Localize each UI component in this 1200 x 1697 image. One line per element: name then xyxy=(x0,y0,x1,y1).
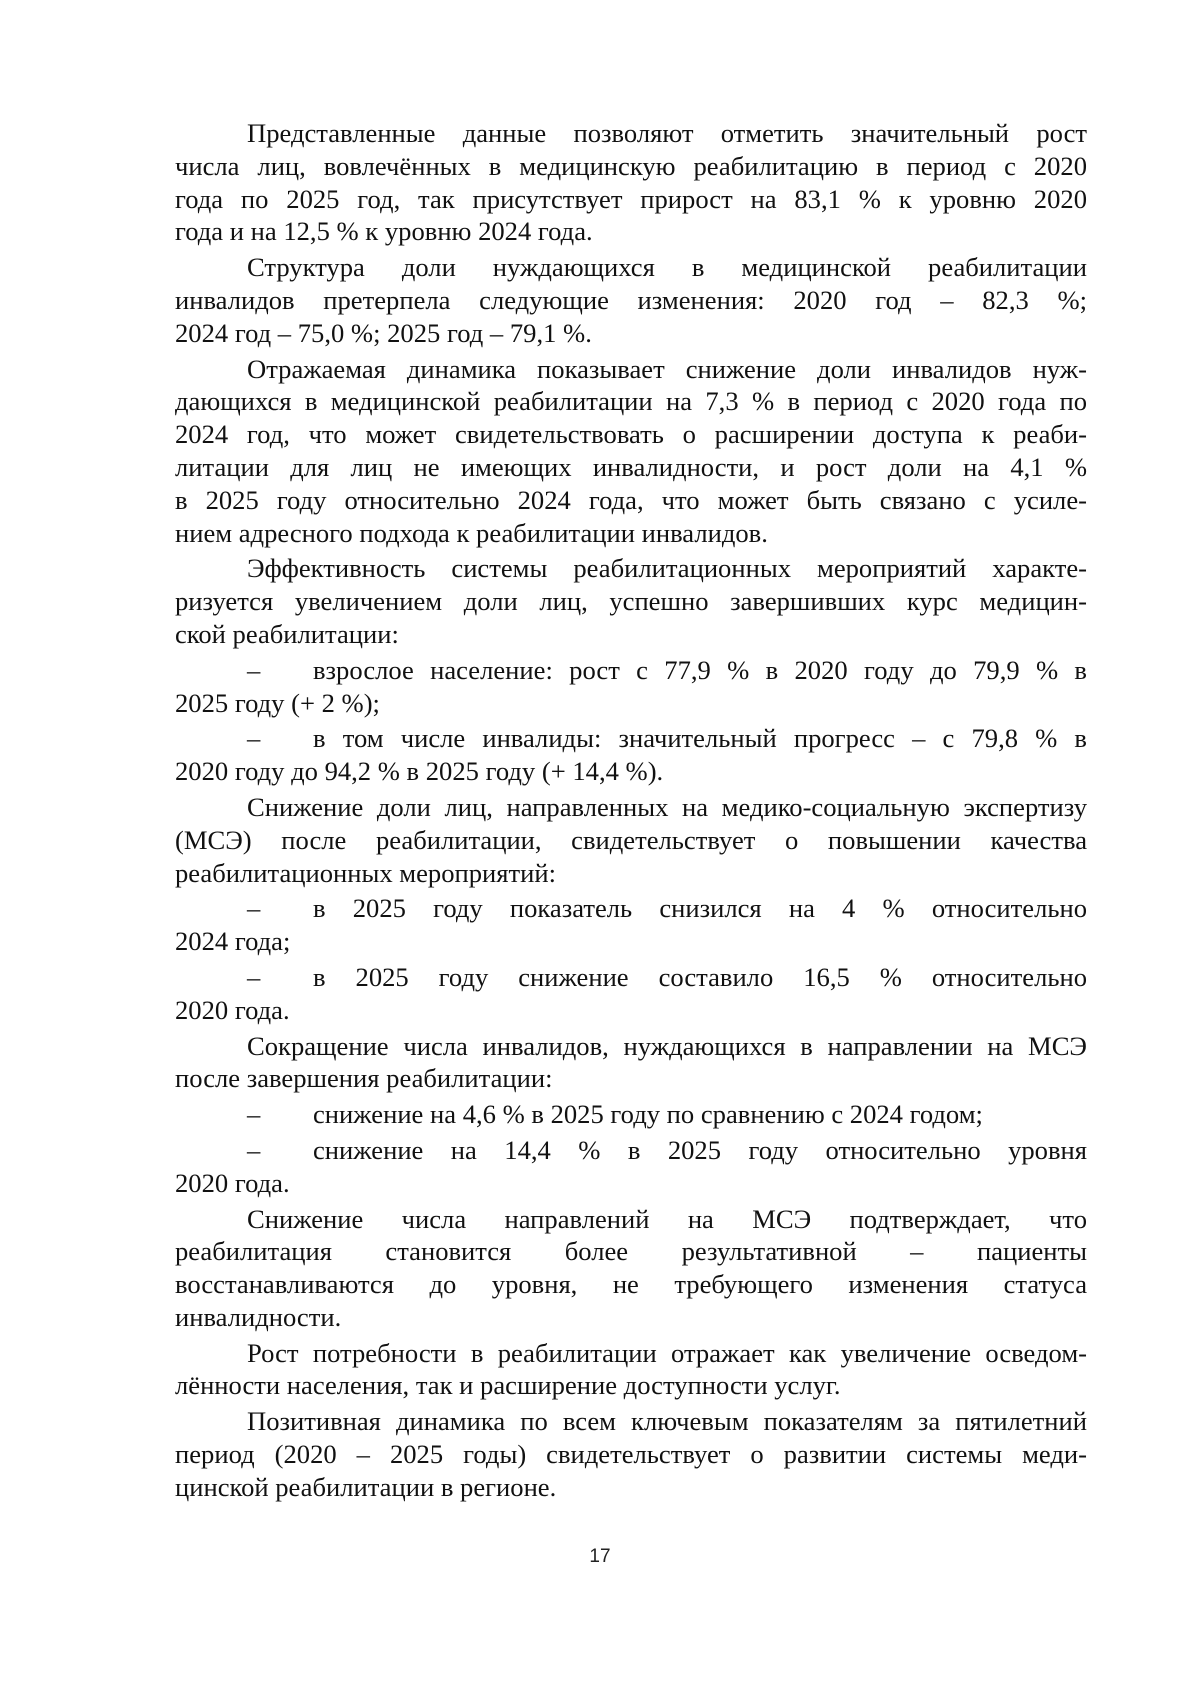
paragraph xyxy=(175,353,1087,550)
text-line: 2024 год, что может свидетельствовать о расширении доступа к реаби- xyxy=(175,419,1087,450)
text-line xyxy=(175,1134,1087,1167)
text-line: (МСЭ) после реабилитации, свидетельствует о повышении качества xyxy=(175,824,1087,855)
list-dash: – xyxy=(247,654,261,685)
text-line-content: снижение на 4,6 % в 2025 году по сравнению с 2024 годом; xyxy=(313,1099,983,1130)
text-line xyxy=(175,654,1087,687)
list-dash: – xyxy=(247,1099,261,1130)
text-line-content: в 2025 году снижение составило 16,5 % относительно xyxy=(313,961,1087,992)
paragraph xyxy=(175,117,1087,248)
text-line xyxy=(175,722,1087,755)
list-item xyxy=(175,1134,1087,1200)
text-line: 2024 год – 75,0 %; 2025 год – 79,1 %. xyxy=(175,317,592,348)
text-line: ризуется увеличением доли лиц, успешно завершивших курс медицин- xyxy=(175,586,1087,617)
text-line-content: снижение на 14,4 % в 2025 году относительно уровня xyxy=(313,1134,1087,1165)
text-line: числа лиц, вовлечённых в медицинскую реабилитацию в период с 2020 xyxy=(175,150,1087,181)
text-line: инвалидов претерпела следующие изменения: 2020 год – 82,3 %; xyxy=(175,284,1087,315)
text-line: дающихся в медицинской реабилитации на 7,3 % в период с 2020 года по xyxy=(175,386,1087,417)
list-item xyxy=(175,654,1087,720)
text-line: восстанавливаются до уровня, не требующего изменения статуса xyxy=(175,1269,1087,1300)
text-line: Отражаемая динамика показывает снижение доли инвалидов нуж- xyxy=(247,353,1087,384)
list-item xyxy=(175,1098,1087,1131)
list-dash: – xyxy=(247,961,261,992)
text-line-content: взрослое население: рост с 77,9 % в 2020 году до 79,9 % в xyxy=(313,654,1087,685)
text-line: Рост потребности в реабилитации отражает как увеличение осведом- xyxy=(247,1337,1087,1368)
list-item xyxy=(175,722,1087,788)
paragraph xyxy=(175,552,1087,650)
list-item xyxy=(175,961,1087,1027)
text-line: Снижение доли лиц, направленных на медико-социальную экспертизу xyxy=(247,791,1087,822)
text-line: Эффективность системы реабилитационных мероприятий характе- xyxy=(247,553,1087,584)
paragraph xyxy=(175,1030,1087,1096)
text-line: 2020 года. xyxy=(175,994,290,1025)
text-line-content: в том числе инвалиды: значительный прогресс – с 79,8 % в xyxy=(313,723,1087,754)
page-number: 17 xyxy=(589,1546,611,1567)
list-dash: – xyxy=(247,893,261,924)
text-line: Представленные данные позволяют отметить значительный рост xyxy=(247,118,1087,148)
paragraph xyxy=(175,1203,1087,1334)
paragraph xyxy=(175,1405,1087,1503)
text-line xyxy=(175,1098,1087,1131)
text-line: Снижение числа направлений на МСЭ подтверждает, что xyxy=(247,1203,1087,1234)
text-line: года и на 12,5 % к уровню 2024 года. xyxy=(175,216,593,247)
text-line: Позитивная динамика по всем ключевым показателям за пятилетний xyxy=(247,1406,1087,1437)
text-line: литации для лиц не имеющих инвалидности, и рост доли на 4,1 % xyxy=(175,451,1087,482)
text-line-content: в 2025 году показатель снизился на 4 % относительно xyxy=(313,893,1087,924)
text-line: инвалидности. xyxy=(175,1301,342,1332)
text-line: 2025 году (+ 2 %); xyxy=(175,687,380,718)
text-line: Структура доли нуждающихся в медицинской реабилитации xyxy=(247,252,1087,283)
text-line xyxy=(175,961,1087,994)
text-line: реабилитация становится более результативной – пациенты xyxy=(175,1236,1087,1267)
text-line: 2020 года. xyxy=(175,1167,290,1198)
text-line xyxy=(175,892,1087,925)
list-dash: – xyxy=(247,1134,261,1165)
text-line: ской реабилитации: xyxy=(175,618,399,649)
text-line: в 2025 году относительно 2024 года, что может быть связано с усиле- xyxy=(175,484,1087,515)
text-line: нием адресного подхода к реабилитации инвалидов. xyxy=(175,517,768,548)
paragraph xyxy=(175,1337,1087,1403)
text-line: лённости населения, так и расширение доступности услуг. xyxy=(175,1370,841,1401)
text-line: реабилитационных мероприятий: xyxy=(175,857,556,888)
paragraph xyxy=(175,791,1087,889)
text-line: Сокращение числа инвалидов, нуждающихся в направлении на МСЭ xyxy=(247,1030,1087,1061)
paragraph xyxy=(175,251,1087,349)
text-line: 2024 года; xyxy=(175,926,291,957)
text-line: цинской реабилитации в регионе. xyxy=(175,1471,557,1502)
text-line: года по 2025 год, так присутствует прирост на 83,1 % к уровню 2020 xyxy=(175,183,1087,214)
list-dash: – xyxy=(247,723,261,754)
list-item xyxy=(175,892,1087,958)
text-line: 2020 году до 94,2 % в 2025 году (+ 14,4 %). xyxy=(175,756,664,787)
text-line: после завершения реабилитации: xyxy=(175,1063,553,1094)
text-line: период (2020 – 2025 годы) свидетельствует о развитии системы меди- xyxy=(175,1439,1087,1470)
body-text xyxy=(175,117,1087,1507)
